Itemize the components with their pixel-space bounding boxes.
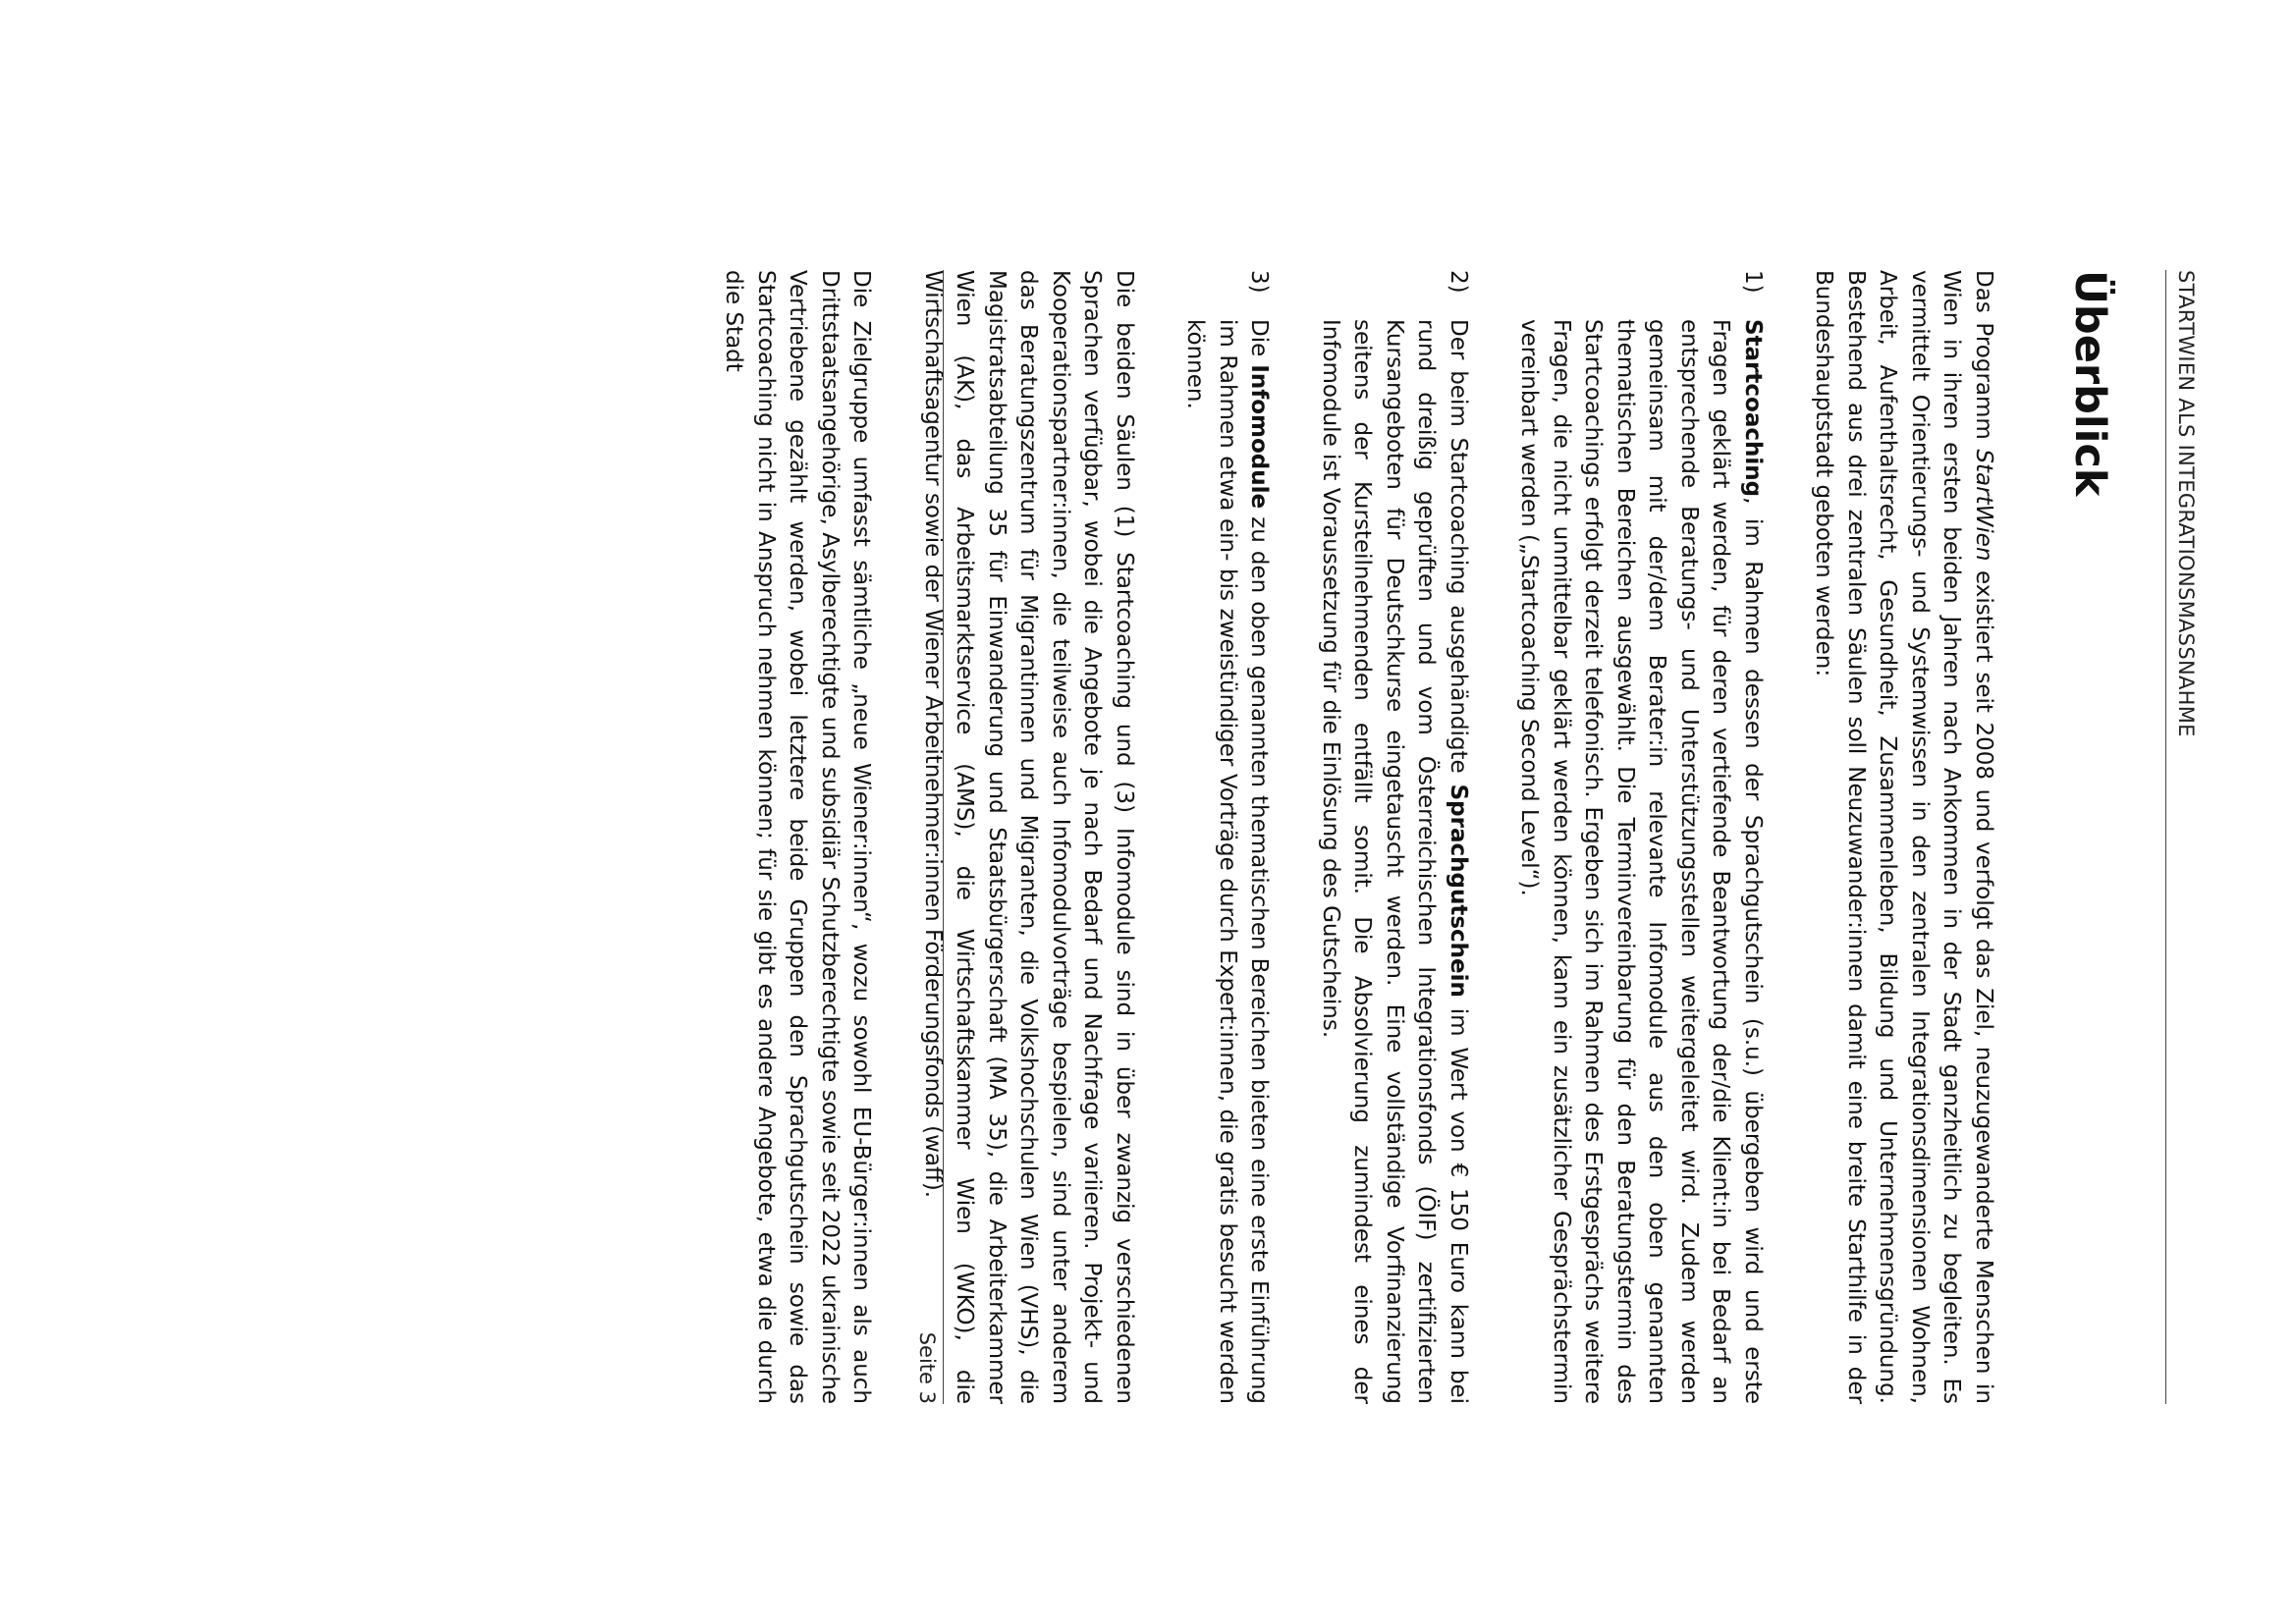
intro-text-rest: existiert seit 2008 und verfolgt das Ziel, neuzugewanderte Menschen in Wien in ihren ersten beiden Jahren nach Ankommen in der Stadt ganzheitlich zu begleiten. Es vermittelt Orientierungs- und Systemwissen in den zentralen Integrationsdimensionen Wohnen, Arbeit, Aufenthaltsrecht, Gesundheit, Zusammenleben, Bildung und Unternehmensgründung. Bestehend aus drei zentralen Säulen soll Neuzuwander:innen damit eine breite Starthilfe in der Bundeshauptstadt geboten werden:: [1811, 270, 1996, 1404]
list-item-prefix: Der beim Startcoaching ausgehändigte: [1446, 319, 1471, 785]
list-item-keyword: Sprachgutschein: [1446, 784, 1471, 998]
list-item-prefix: Die: [1246, 319, 1273, 365]
pillars-list: [1179, 270, 1769, 1404]
list-item-number: 3): [1246, 270, 1273, 294]
footer-divider: [943, 270, 944, 1404]
list-item-number: 2): [1446, 270, 1471, 294]
target-group-paragraph: Die Zielgruppe umfasst sämtliche „neue Wiener:innen“, wozu sowohl EU-Bürger:innen als auch Drittstaatsangehörige, Asylberechtigte und subsidiär Schutzberechtigte sowie seit 2022 ukrainische Vertriebene gezählt werden, wobei letztere beide Gruppen den Sprachgutschein sowie das Startcoaching nicht in Anspruch nehmen können; für sie gibt es andere Angebote, etwa die durch die Stadt: [721, 270, 875, 1404]
running-header: STARTWIEN ALS INTEGRATIONSMASSNAHME: [2174, 270, 2198, 737]
partners-paragraph: Die beiden Säulen (1) Startcoaching und (3) Infomodule sind in über zwanzig verschiedenen Sprachen verfügbar, wobei die Angebote je nach Bedarf und Nachfrage variieren. Projekt- und Kooperationspartner:innen, die teilweise auch Infomodulvorträge bespielen, sind unter anderem das Beratungszentrum für Migrantinnen und Migranten, die Volkshochschulen Wien (VHS), die Magistratsabteilung 35 für Einwanderung und Staatsbürgerschaft (MA 35), die Arbeiterkammer Wien (AK), das Arbeitsmarktservice (AMS), die Wirtschaftskammer Wien (WKO), die Wirtschaftsagentur sowie der Wiener Arbeitnehmer:innen Förderungsfonds (waff).: [920, 270, 1137, 1404]
intro-text-start: Das Programm: [1971, 270, 1996, 450]
page-number: Seite 3: [915, 1331, 939, 1404]
list-item: [1315, 270, 1475, 1404]
list-item-text: im Wert von € 150 Euro kann bei rund dreißig geprüften und vom Österreichischen Integrationsfonds (ÖIF) zertifizierten Kursangeboten für Deutschkurse eingetauscht werden. Eine vollständige Vorfinanzierung seitens der Kursteilnehmenden entfällt somit. Die Absolvierung zumindest eines der Infomodule ist Voraussetzung für die Einlösung des Gutscheins.: [1318, 319, 1471, 1404]
list-item-text: , im Rahmen dessen der Sprachgutschein (s.u.) übergeben wird und erste Fragen geklärt werden, für deren vertiefende Beantwortung der/die Klient:in bei Bedarf an entsprechende Beratungs- und Unterstützungsstellen weitergeleitet wird. Zudem werden gemeinsam mit der/dem Berater:in relevante Infomodule aus den oben genannten thematischen Bereichen ausgewählt. Die Terminvereinbarung für den Beratungstermin des Startcoachings erfolgt derzeit telefonisch. Ergeben sich im Rahmen des Erstgesprächs weitere Fragen, die nicht unmittelbar geklärt werden können, kann ein zusätzlicher Gesprächstermin vereinbart werden („Startcoaching Second Level“).: [1516, 319, 1766, 1404]
list-item-keyword: Startcoaching: [1740, 319, 1766, 498]
list-item-keyword: Infomodule: [1246, 364, 1273, 510]
list-item-number: 1): [1740, 270, 1766, 294]
header-divider: [2165, 270, 2166, 1404]
intro-paragraph: [1808, 270, 1999, 1404]
list-item: [1179, 270, 1276, 1404]
list-item-text: zu den oben genannten thematischen Bereichen bieten eine erste Einführung im Rahmen etwa ein- bis zweistündiger Vorträge durch Expert:innen, die gratis besucht werden können.: [1182, 319, 1273, 1405]
program-name: StartWien: [1971, 449, 1996, 562]
body-text: [679, 270, 1999, 1404]
page-title: Überblick: [2065, 270, 2114, 497]
list-item: [1513, 270, 1769, 1404]
